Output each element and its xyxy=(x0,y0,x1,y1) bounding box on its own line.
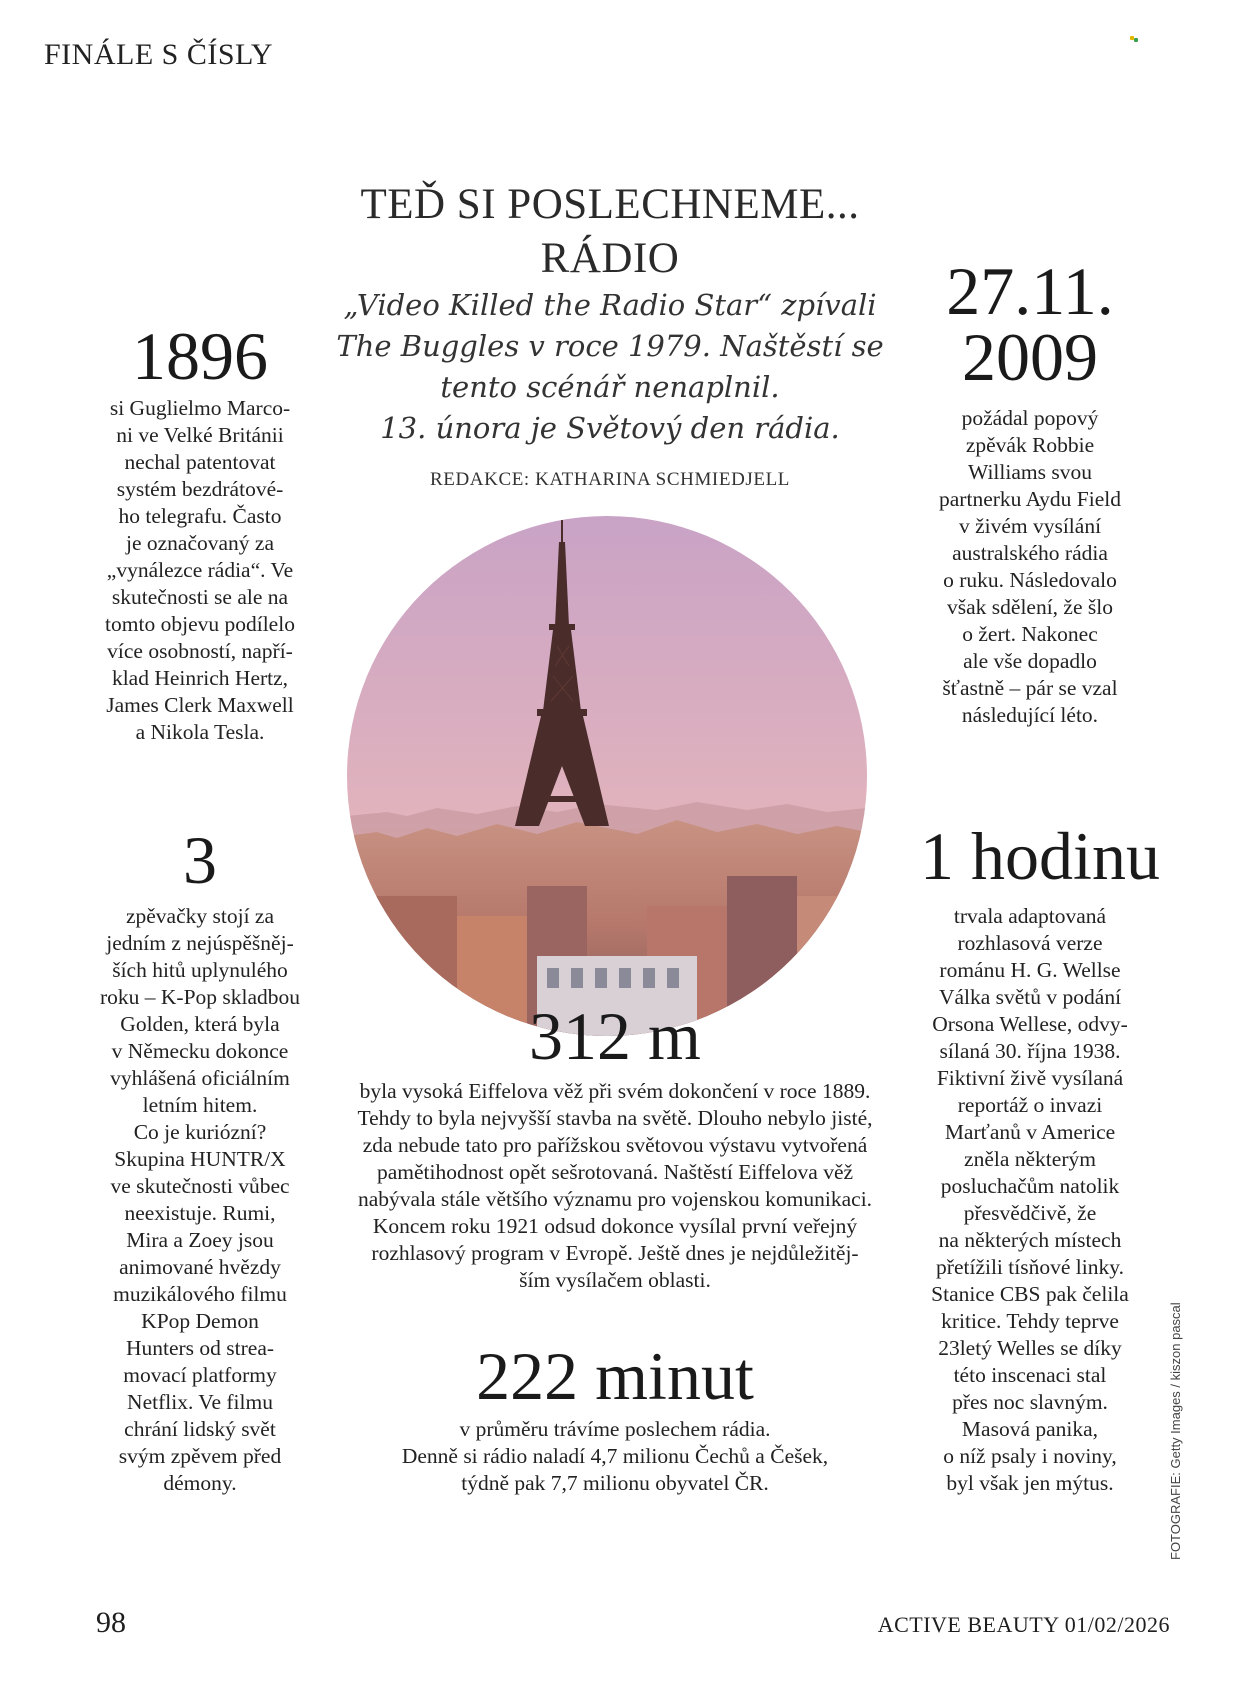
text-line: systém bezdrátové- xyxy=(116,477,284,501)
text-line: vyhlášená oficiálním xyxy=(110,1066,290,1090)
text-line: Fiktivní živě vysílaná xyxy=(936,1066,1124,1090)
fact-2009-number-line1: 27.11. xyxy=(946,253,1114,329)
text-line: Orsona Wellese, odvy- xyxy=(932,1012,1128,1036)
text-line: klad Heinrich Hertz, xyxy=(111,666,289,690)
text-line: o žert. Nakonec xyxy=(962,622,1098,646)
fact-1896-text xyxy=(80,395,320,746)
text-line: ším vysílačem oblasti. xyxy=(519,1268,711,1292)
text-line: Marťanů v Americe xyxy=(944,1120,1116,1144)
text-line: 23letý Welles se díky xyxy=(938,1336,1122,1360)
article-title xyxy=(300,178,920,286)
text-line: Skupina HUNTR/X xyxy=(114,1147,286,1171)
lead-line: 13. února je Světový den rádia. xyxy=(380,411,840,445)
lead-line: The Buggles v roce 1979. Naštěstí se xyxy=(336,329,884,363)
text-line: pamětihodnost opět sešrotovaná. Naštěstí Eiffelova věž xyxy=(376,1160,854,1184)
text-line: v živém vysílání xyxy=(958,514,1102,538)
text-line: Stanice CBS pak čelila xyxy=(931,1282,1129,1306)
fact-312-number: 312 m xyxy=(529,998,701,1074)
text-line: „vynálezce rádia“. Ve xyxy=(106,558,294,582)
text-line: románu H. G. Wellse xyxy=(939,958,1121,982)
text-line: přesvědčivě, že xyxy=(963,1201,1097,1225)
fact-2009-text xyxy=(908,405,1152,729)
text-line: ni ve Velké Británii xyxy=(116,423,284,447)
text-line: reportáž o invazi xyxy=(957,1093,1103,1117)
text-line: rozhlasový program v Evropě. Ještě dnes je nejdůležitěj- xyxy=(371,1241,859,1265)
text-line: tomto objevu podílelo xyxy=(105,612,295,636)
text-line: v Německu dokonce xyxy=(111,1039,289,1063)
text-line: Williams svou xyxy=(968,460,1092,484)
section-label: FINÁLE S ČÍSLY xyxy=(44,38,274,71)
text-line: letním hitem. xyxy=(142,1093,258,1117)
text-line: rozhlasová verze xyxy=(957,931,1103,955)
text-line: v průměru trávíme poslechem rádia. xyxy=(459,1417,771,1441)
text-line: chrání lidský svět xyxy=(124,1417,276,1441)
page-number: 98 xyxy=(96,1606,126,1639)
text-line: roku – K-Pop skladbou xyxy=(99,985,301,1009)
text-line: KPop Demon xyxy=(141,1309,259,1333)
text-line: následující léto. xyxy=(961,703,1099,727)
text-line: Golden, která byla xyxy=(120,1012,280,1036)
fact-3-text xyxy=(80,903,320,1497)
lead-line: tento scénář nenaplnil. xyxy=(440,370,780,404)
fact-2009-number-line2: 2009 xyxy=(962,319,1098,395)
text-line: svým zpěvem před xyxy=(118,1444,282,1468)
text-line: Tehdy to byla nejvyšší stavba na světě. Dlouho nebylo jisté, xyxy=(357,1106,873,1130)
text-line: této inscenaci stal xyxy=(953,1363,1107,1387)
text-line: ve skutečnosti vůbec xyxy=(110,1174,290,1198)
text-line: zněla některým xyxy=(964,1147,1096,1171)
text-line: byl však jen mýtus. xyxy=(946,1471,1114,1495)
text-line: si Guglielmo Marco- xyxy=(109,396,291,420)
text-line: animované hvězdy xyxy=(119,1255,281,1279)
text-line: a Nikola Tesla. xyxy=(135,720,265,744)
text-line: kritice. Tehdy teprve xyxy=(941,1309,1119,1333)
article-title-line1: TEĎ SI POSLECHNEME... xyxy=(360,181,860,228)
text-line: byla vysoká Eiffelova věž při svém dokončení v roce 1889. xyxy=(359,1079,871,1103)
text-line: nechal patentovat xyxy=(124,450,276,474)
text-line: sílaná 30. října 1938. xyxy=(939,1039,1121,1063)
eiffel-tower-illustration xyxy=(347,516,867,1036)
text-line: posluchačům natolik xyxy=(940,1174,1120,1198)
text-line: démony. xyxy=(163,1471,237,1495)
byline: REDAKCE: KATHARINA SCHMIEDJELL xyxy=(430,469,790,490)
text-line: partnerku Aydu Field xyxy=(939,487,1121,511)
text-line: na některých místech xyxy=(938,1228,1122,1252)
article-lead xyxy=(330,285,890,449)
text-line: Hunters od strea- xyxy=(125,1336,275,1360)
text-line: týdně pak 7,7 milionu obyvatel ČR. xyxy=(461,1471,769,1495)
text-line: více osobností, napří- xyxy=(107,639,293,663)
text-line: jedním z nejúspěšněj- xyxy=(106,931,294,955)
text-line: přetížili tísňové linky. xyxy=(936,1255,1124,1279)
text-line: požádal popový xyxy=(961,406,1099,430)
text-line: zpěvák Robbie xyxy=(965,433,1095,457)
fact-3-number: 3 xyxy=(183,822,217,898)
fact-222-text xyxy=(320,1416,910,1497)
text-line: však sdělení, že šlo xyxy=(947,595,1113,619)
magazine-issue: ACTIVE BEAUTY 01/02/2026 xyxy=(877,1612,1170,1637)
text-line: ale vše dopadlo xyxy=(963,649,1097,673)
lead-line: „Video Killed the Radio Star“ zpívali xyxy=(343,288,877,322)
text-line: Válka světů v podání xyxy=(938,985,1122,1009)
text-line: nabývala stále většího významu pro vojenskou komunikaci. xyxy=(357,1187,873,1211)
fact-1896-number: 1896 xyxy=(132,318,268,394)
text-line: James Clerk Maxwell xyxy=(106,693,294,717)
text-line: trvala adaptovaná xyxy=(953,904,1107,928)
text-line: Koncem roku 1921 odsud dokonce vysílal první veřejný xyxy=(372,1214,858,1238)
text-line: ších hitů uplynulého xyxy=(112,958,288,982)
fact-312-text xyxy=(320,1078,910,1294)
text-line: australského rádia xyxy=(952,541,1108,565)
text-line: Co je kuriózní? xyxy=(133,1120,267,1144)
eiffel-tower-photo xyxy=(347,516,867,1036)
fact-1hodinu-text xyxy=(908,903,1152,1497)
fact-2009-number xyxy=(908,253,1152,395)
fact-222-number: 222 minut xyxy=(476,1338,754,1414)
text-line: o ruku. Následovalo xyxy=(943,568,1117,592)
text-line: muzikálového filmu xyxy=(113,1282,287,1306)
text-line: neexistuje. Rumi, xyxy=(124,1201,276,1225)
text-line: skutečnosti se ale na xyxy=(111,585,289,609)
text-line: Denně si rádio naladí 4,7 milionu Čechů a Češek, xyxy=(401,1444,829,1468)
text-line: ho telegrafu. Často xyxy=(118,504,282,528)
text-line: zda nebude tato pro pařížskou světovou výstavu vytvořená xyxy=(362,1133,868,1157)
text-line: Mira a Zoey jsou xyxy=(126,1228,274,1252)
text-line: Netflix. Ve filmu xyxy=(127,1390,273,1414)
text-line: Masová panika, xyxy=(961,1417,1099,1441)
corner-color-mark xyxy=(1130,36,1140,42)
text-line: movací platformy xyxy=(123,1363,277,1387)
article-title-line2: RÁDIO xyxy=(540,235,680,282)
text-line: přes noc slavným. xyxy=(952,1390,1108,1414)
photo-credit: FOTOGRAFIE: Getty Images / kiszon pascal xyxy=(1168,1302,1183,1560)
text-line: o níž psaly i noviny, xyxy=(943,1444,1117,1468)
text-line: šťastně – pár se vzal xyxy=(942,676,1118,700)
text-line: zpěvačky stojí za xyxy=(125,904,275,928)
text-line: je označovaný za xyxy=(125,531,275,555)
fact-1hodinu-number: 1 hodinu xyxy=(920,818,1160,894)
